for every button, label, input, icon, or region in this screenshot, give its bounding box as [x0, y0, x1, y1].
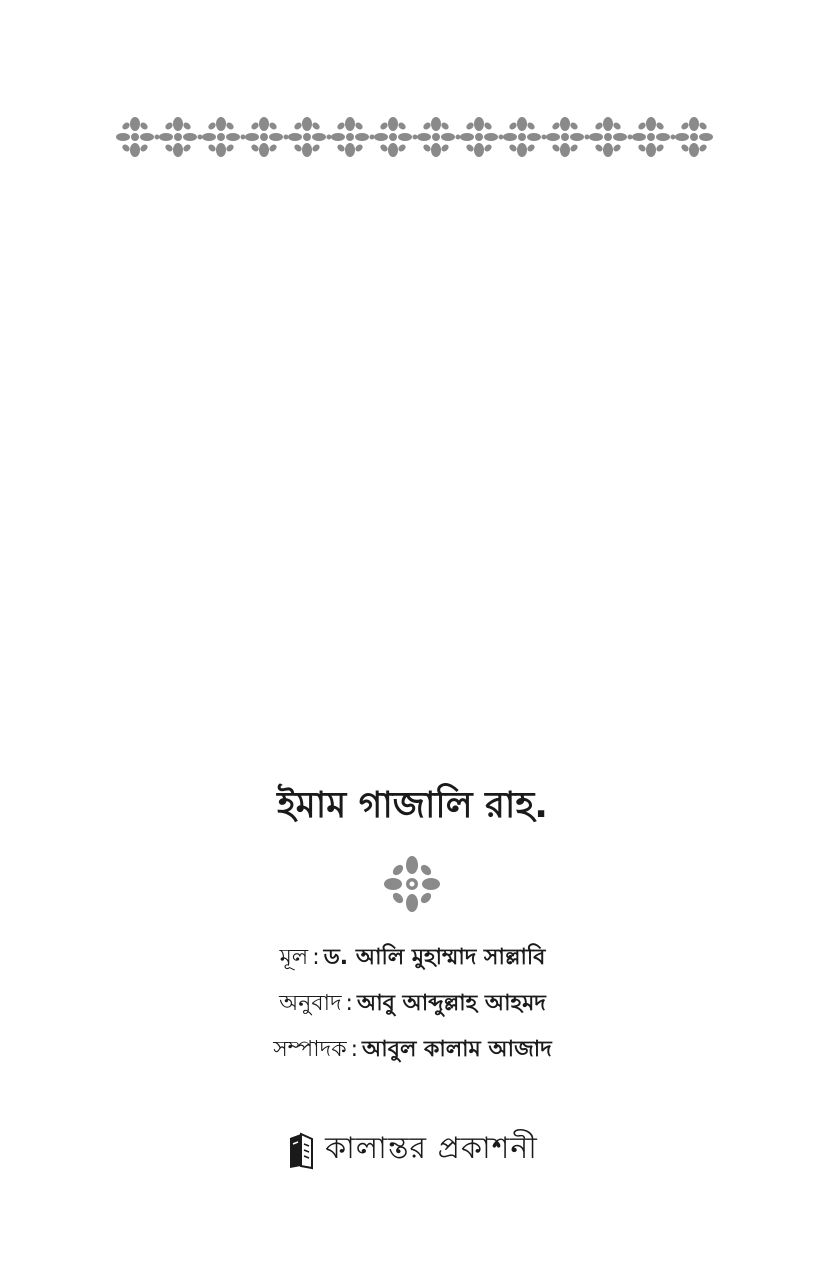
credit-translator	[0, 986, 825, 1023]
credit-person: আবুল কালাম আজাদ	[362, 1037, 552, 1062]
credit-role: মূল	[279, 945, 309, 970]
credit-role: অনুবাদ	[279, 991, 342, 1016]
credit-role: সম্পাদক	[273, 1037, 347, 1062]
publisher-name: কালান্তর প্রকাশনী	[325, 1131, 538, 1166]
publisher	[0, 1124, 825, 1175]
credit-separator: :	[312, 945, 320, 970]
credit-person: ড. আলি মুহাম্মাদ সাল্লাবি	[323, 945, 546, 970]
credit-separator: :	[345, 991, 353, 1016]
floral-border-icon	[113, 112, 713, 162]
credit-editor	[0, 1032, 825, 1069]
credit-separator: :	[350, 1037, 359, 1062]
credit-original-author	[0, 940, 825, 977]
floral-medallion-icon	[380, 854, 444, 914]
book-logo-icon	[287, 1130, 315, 1170]
book-title: ইমাম গাজালি রাহ.	[277, 785, 548, 826]
credit-person: আবু আব্দুল্লাহ আহমদ	[356, 991, 546, 1016]
